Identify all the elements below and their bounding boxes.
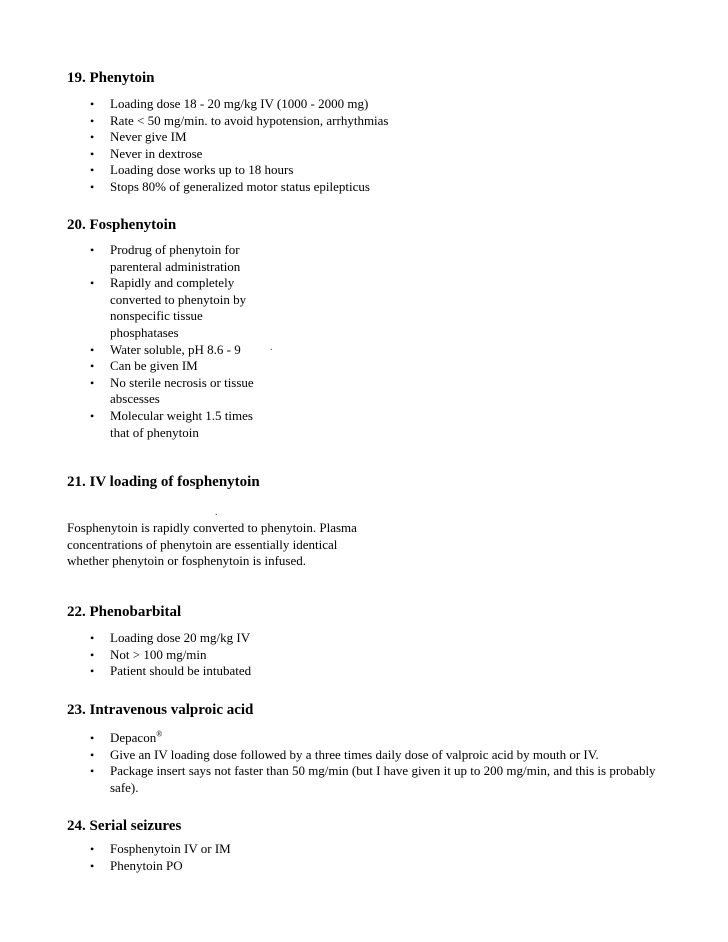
section-intravenous-valproic-acid bbox=[67, 701, 657, 796]
list-item: • Loading dose works up to 18 hours bbox=[90, 162, 294, 178]
paragraph-text: Fosphenytoin is rapidly converted to phenytoin. Plasma concentrations of phenytoin are essentially identical whether phenytoin or fosphenytoin is infused. bbox=[67, 520, 357, 569]
section-iv-loading-fosphenytoin bbox=[67, 473, 260, 491]
section-title: 21. IV loading of fosphenytoin bbox=[67, 474, 260, 490]
list-item: • Fosphenytoin IV or IM bbox=[90, 841, 231, 856]
list-item: • Depacon® bbox=[90, 729, 163, 745]
list-item: • Stops 80% of generalized motor status epilepticus bbox=[90, 178, 370, 194]
list-item: • Rate < 50 mg/min. to avoid hypotension, arrhythmias bbox=[90, 112, 389, 128]
bullet-list bbox=[67, 242, 270, 441]
bullet-list bbox=[67, 730, 657, 796]
bullet-list bbox=[67, 96, 389, 196]
list-item: • Phenytoin PO bbox=[90, 857, 183, 873]
list-item: • Not > 100 mg/min bbox=[90, 646, 207, 662]
list-item: • No sterile necrosis or tissue abscesses bbox=[90, 374, 254, 407]
list-item: • Prodrug of phenytoin for parenteral administration bbox=[90, 242, 241, 274]
list-item: • Molecular weight 1.5 times that of phenytoin bbox=[90, 407, 253, 440]
list-item: • Water soluble, pH 8.6 - 9 bbox=[90, 341, 241, 357]
section-title: 24. Serial seizures bbox=[67, 818, 182, 834]
section-title: 22. Phenobarbital bbox=[67, 604, 182, 620]
list-item: • Never in dextrose bbox=[90, 145, 203, 161]
registered-mark: ® bbox=[156, 729, 163, 739]
list-item: • Can be given IM bbox=[90, 358, 198, 374]
list-item: • Rapidly and completely converted to phenytoin by nonspecific tissue phosphatases bbox=[90, 275, 247, 340]
section-title: 20. Fosphenytoin bbox=[67, 217, 177, 233]
section-title: 23. Intravenous valproic acid bbox=[67, 702, 254, 718]
section-phenobarbital bbox=[67, 603, 251, 680]
list-item: • Patient should be intubated bbox=[90, 663, 252, 679]
list-item: • Loading dose 20 mg/kg IV bbox=[90, 630, 251, 645]
section-fosphenytoin bbox=[67, 216, 270, 441]
stray-dot: . bbox=[270, 342, 273, 353]
section-title: 19. Phenytoin bbox=[67, 70, 155, 86]
list-item: • Never give IM bbox=[90, 129, 187, 145]
list-item: • Package insert says not faster than 50 mg/min (but I have given it up to 200 mg/min, and this is probably safe). bbox=[90, 763, 656, 795]
stray-dot: . bbox=[215, 507, 218, 518]
section-phenytoin bbox=[67, 69, 389, 196]
bullet-list bbox=[67, 630, 251, 680]
section-serial-seizures bbox=[67, 817, 231, 874]
section-paragraph bbox=[67, 520, 359, 570]
list-item: • Give an IV loading dose followed by a three times daily dose of valproic acid by mouth or IV. bbox=[90, 746, 599, 762]
list-item: • Loading dose 18 - 20 mg/kg IV (1000 - 2000 mg) bbox=[90, 96, 369, 111]
bullet-list bbox=[67, 841, 231, 874]
